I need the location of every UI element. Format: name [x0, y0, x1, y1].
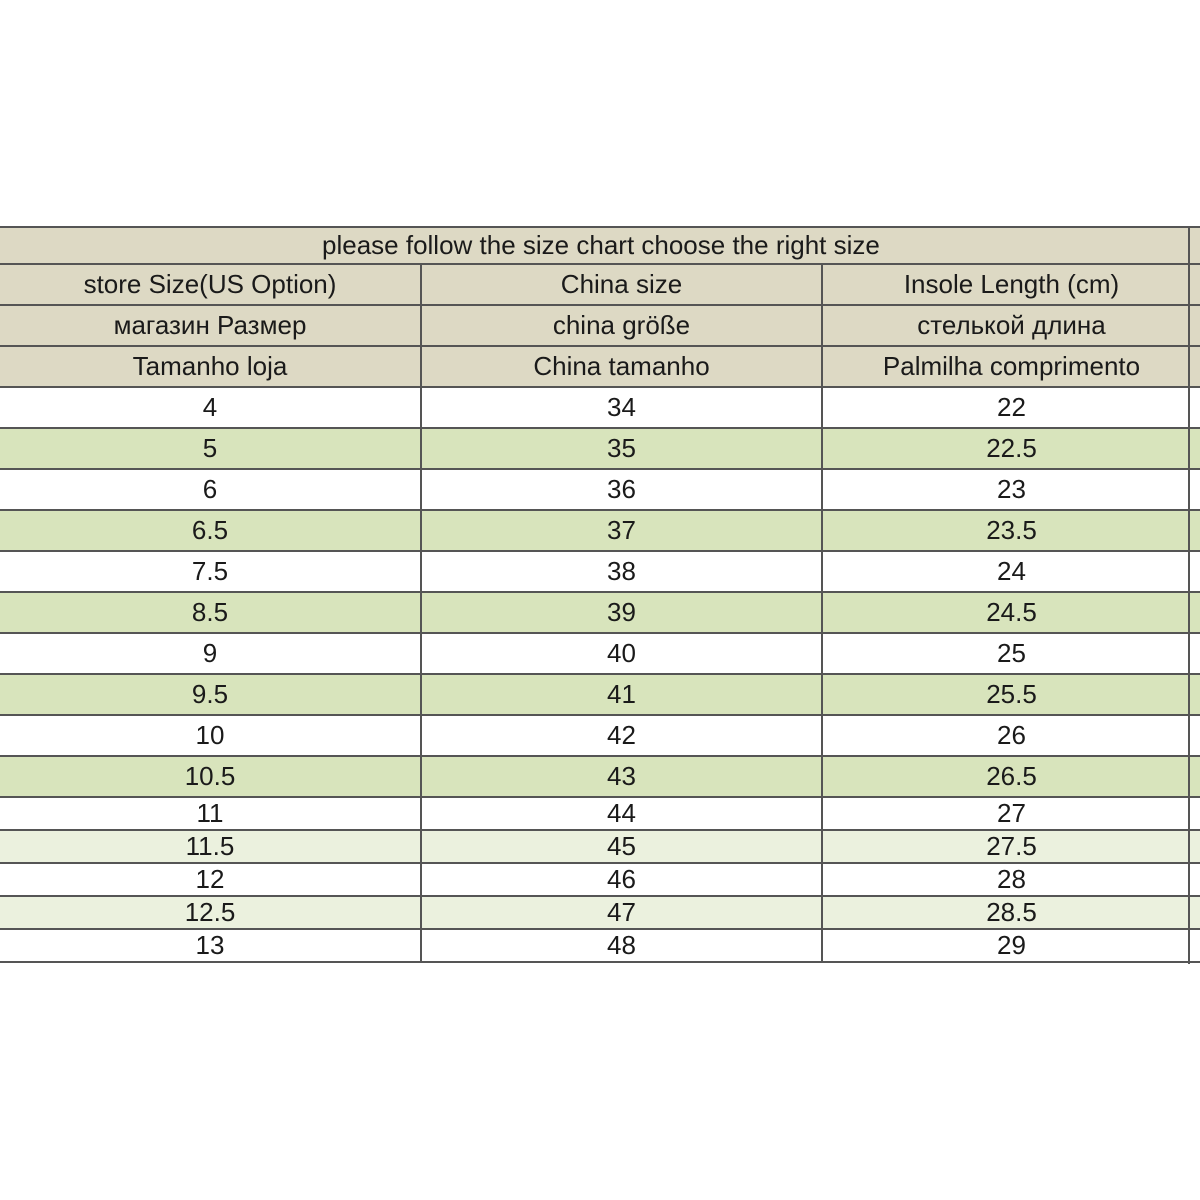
table-row [0, 714, 1200, 755]
insole-length-cell: 29 [997, 930, 1026, 960]
china-size-cell: 41 [422, 675, 823, 714]
table-row [0, 673, 1200, 714]
insole-length-cell: 23.5 [986, 515, 1037, 545]
us-size-cell: 7.5 [0, 552, 422, 591]
table-row [0, 796, 1200, 829]
china-size-cell: 40 [422, 634, 823, 673]
china-size-cell: 36 [422, 470, 823, 509]
china-size-cell: 38 [422, 552, 823, 591]
insole-length-cell: 22.5 [986, 433, 1037, 463]
us-size-cell: 9 [0, 634, 422, 673]
insole-length-cell: 22 [997, 392, 1026, 422]
insole-length-cell: 27.5 [986, 831, 1037, 861]
table-row [0, 550, 1200, 591]
us-size-cell: 6.5 [0, 511, 422, 550]
header-store-size: store Size(US Option) [0, 265, 422, 304]
us-size-cell: 11.5 [0, 831, 422, 862]
table-row [0, 386, 1200, 427]
china-size-cell: 48 [422, 930, 823, 961]
china-size-cell: 43 [422, 757, 823, 796]
header-store-size: Tamanho loja [0, 347, 422, 386]
insole-length-cell: 25.5 [986, 679, 1037, 709]
table-row [0, 632, 1200, 673]
us-size-cell: 9.5 [0, 675, 422, 714]
table-title: please follow the size chart choose the right size [322, 230, 880, 260]
us-size-cell: 8.5 [0, 593, 422, 632]
china-size-cell: 35 [422, 429, 823, 468]
table-row [0, 862, 1200, 895]
insole-length-cell: 28.5 [986, 897, 1037, 927]
us-size-cell: 12.5 [0, 897, 422, 928]
china-size-cell: 39 [422, 593, 823, 632]
china-size-cell: 46 [422, 864, 823, 895]
insole-length-cell: 26.5 [986, 761, 1037, 791]
us-size-cell: 5 [0, 429, 422, 468]
table-row [0, 509, 1200, 550]
table-row [0, 829, 1200, 862]
us-size-cell: 12 [0, 864, 422, 895]
us-size-cell: 13 [0, 930, 422, 961]
table-bottom-border [0, 961, 1200, 963]
adjacent-column-border [1188, 226, 1200, 964]
insole-length-cell: 23 [997, 474, 1026, 504]
table-row [0, 928, 1200, 961]
header-china-size: china größe [422, 306, 823, 345]
insole-length-cell: 24.5 [986, 597, 1037, 627]
header-china-size: China size [422, 265, 823, 304]
table-row [0, 468, 1200, 509]
insole-length-cell: 28 [997, 864, 1026, 894]
insole-length-cell: 24 [997, 556, 1026, 586]
table-row [0, 755, 1200, 796]
table-title-row [0, 226, 1200, 263]
header-store-size: магазин Размер [0, 306, 422, 345]
us-size-cell: 4 [0, 388, 422, 427]
us-size-cell: 10 [0, 716, 422, 755]
china-size-cell: 37 [422, 511, 823, 550]
insole-length-cell: 27 [997, 798, 1026, 828]
size-chart-table [0, 226, 1200, 964]
table-row [0, 591, 1200, 632]
us-size-cell: 10.5 [0, 757, 422, 796]
us-size-cell: 11 [0, 798, 422, 829]
table-row [0, 895, 1200, 928]
insole-length-cell: 25 [997, 638, 1026, 668]
header-row-english [0, 263, 1200, 304]
insole-length-cell: 26 [997, 720, 1026, 750]
header-row-portuguese [0, 345, 1200, 386]
header-insole-length: стелькой длина [917, 310, 1106, 340]
header-china-size: China tamanho [422, 347, 823, 386]
header-insole-length: Insole Length (cm) [903, 269, 1120, 299]
us-size-cell: 6 [0, 470, 422, 509]
header-row-russian [0, 304, 1200, 345]
china-size-cell: 47 [422, 897, 823, 928]
china-size-cell: 34 [422, 388, 823, 427]
header-insole-length: Palmilha comprimento [882, 351, 1141, 381]
china-size-cell: 45 [422, 831, 823, 862]
china-size-cell: 44 [422, 798, 823, 829]
table-row [0, 427, 1200, 468]
china-size-cell: 42 [422, 716, 823, 755]
